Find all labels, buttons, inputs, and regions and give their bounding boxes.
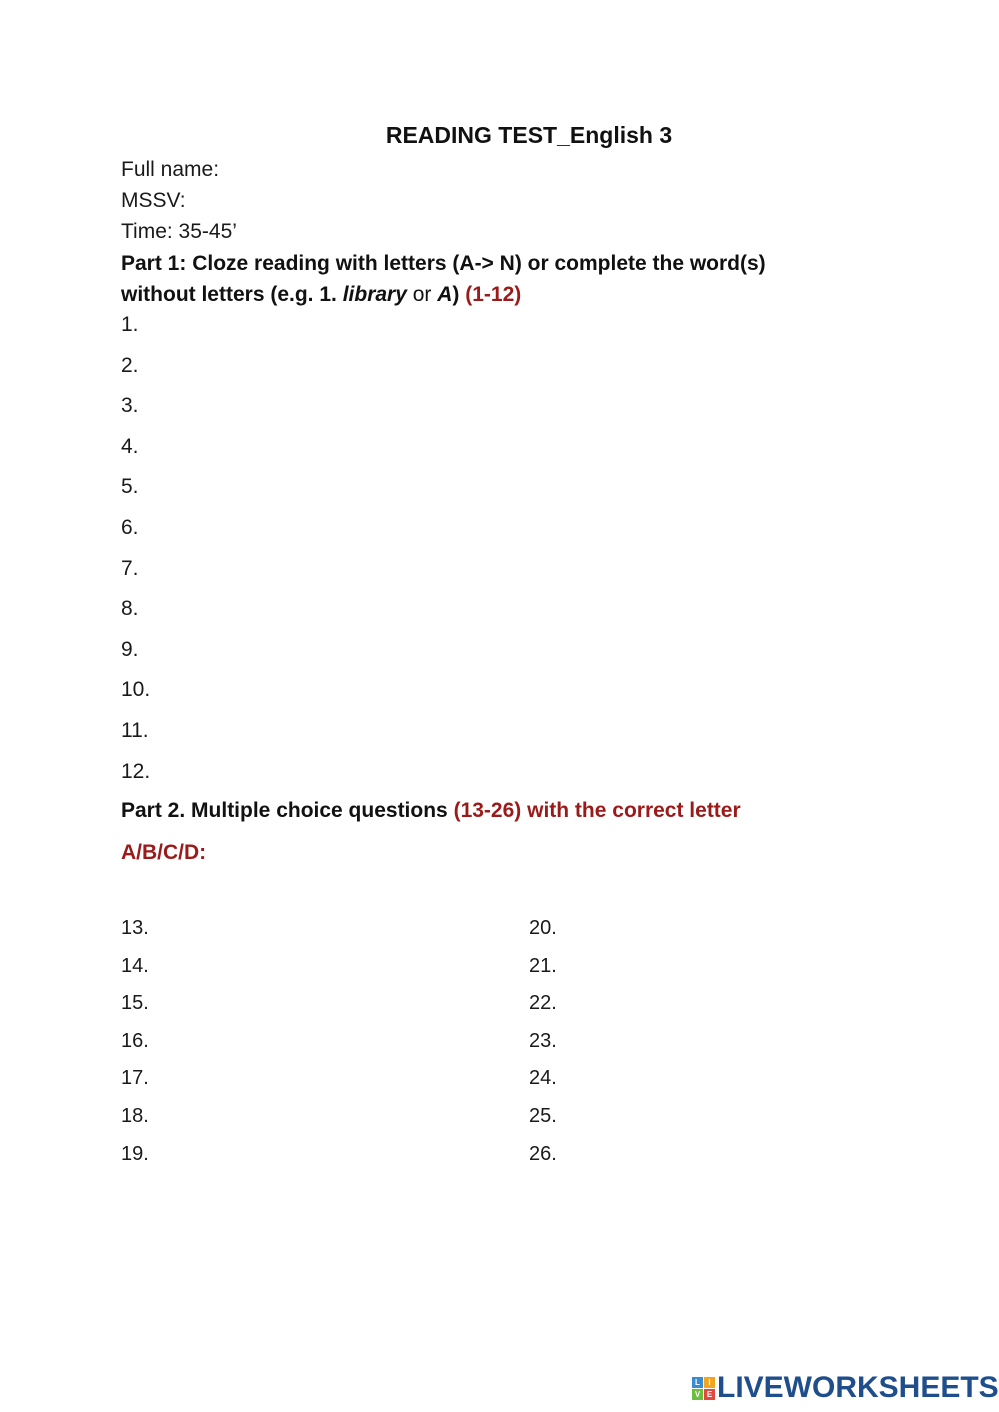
part1-answer-number: 4.: [121, 434, 139, 458]
part1-answer-number: 10.: [121, 678, 151, 702]
logo-mark-cell: E: [704, 1389, 715, 1400]
part2-answer-number: 15.: [121, 992, 149, 1015]
part1-answer-number: 5.: [121, 475, 139, 499]
liveworksheets-logo: [692, 1372, 999, 1404]
part1-example-letter: A: [437, 283, 453, 306]
part1-example-word: library: [342, 283, 407, 306]
part2-answer-number: 22.: [529, 992, 557, 1015]
mssv-label: MSSV:: [121, 189, 186, 212]
part2-answer-number: 16.: [121, 1029, 149, 1052]
full-name-label: Full name:: [121, 158, 220, 181]
logo-mark-cell: V: [692, 1389, 703, 1400]
part1-answer-number: 2.: [121, 353, 139, 377]
part2-answer-number: 19.: [121, 1142, 149, 1165]
part1-range: (1-12): [465, 283, 522, 306]
time-label: Time: 35-45’: [121, 220, 237, 243]
part2-answer-number: 26.: [529, 1142, 557, 1165]
part1-answer-number: 3.: [121, 394, 139, 418]
part1-answer-number: 8.: [121, 597, 139, 621]
part1-answer-number: 7.: [121, 556, 139, 580]
logo-mark-cell: I: [704, 1377, 715, 1388]
part1-instruction-line1: Part 1: Cloze reading with letters (A-> N) or complete the word(s): [121, 252, 766, 275]
part1-close-paren: ): [452, 283, 466, 306]
part2-answer-number: 17.: [121, 1067, 149, 1090]
part1-line2-start: without letters (e.g. 1.: [121, 283, 343, 306]
part2-answer-number: 18.: [121, 1105, 149, 1127]
part1-answer-number: 1.: [121, 313, 139, 336]
logo-mark-cell: L: [692, 1377, 703, 1388]
part2-range: (13-26) with the correct letter: [453, 799, 741, 822]
part1-or: or: [406, 283, 438, 306]
part2-instruction-line2: A/B/C/D:: [121, 841, 207, 864]
part2-answer-number: 20.: [529, 917, 557, 939]
part1-answer-number: 12.: [121, 759, 151, 783]
part2-answer-number: 24.: [529, 1067, 557, 1090]
part2-instruction-line1: [121, 799, 741, 823]
part1-answer-number: 9.: [121, 637, 139, 661]
part2-answer-number: 13.: [121, 917, 149, 939]
part2-answer-number: 21.: [529, 954, 557, 977]
page-title: READING TEST_English 3: [385, 122, 673, 148]
logo-mark-icon: [692, 1377, 715, 1400]
logo-text: LIVEWORKSHEETS: [717, 1371, 999, 1404]
part1-answer-number: 6.: [121, 516, 139, 539]
part1-instruction-line2: [121, 283, 521, 307]
part2-answer-number: 25.: [529, 1105, 557, 1127]
part1-answer-number: 11.: [121, 719, 149, 742]
part2-line1-start: Part 2. Multiple choice questions: [121, 799, 454, 822]
part2-answer-number: 14.: [121, 954, 149, 977]
part2-answer-number: 23.: [529, 1029, 557, 1052]
